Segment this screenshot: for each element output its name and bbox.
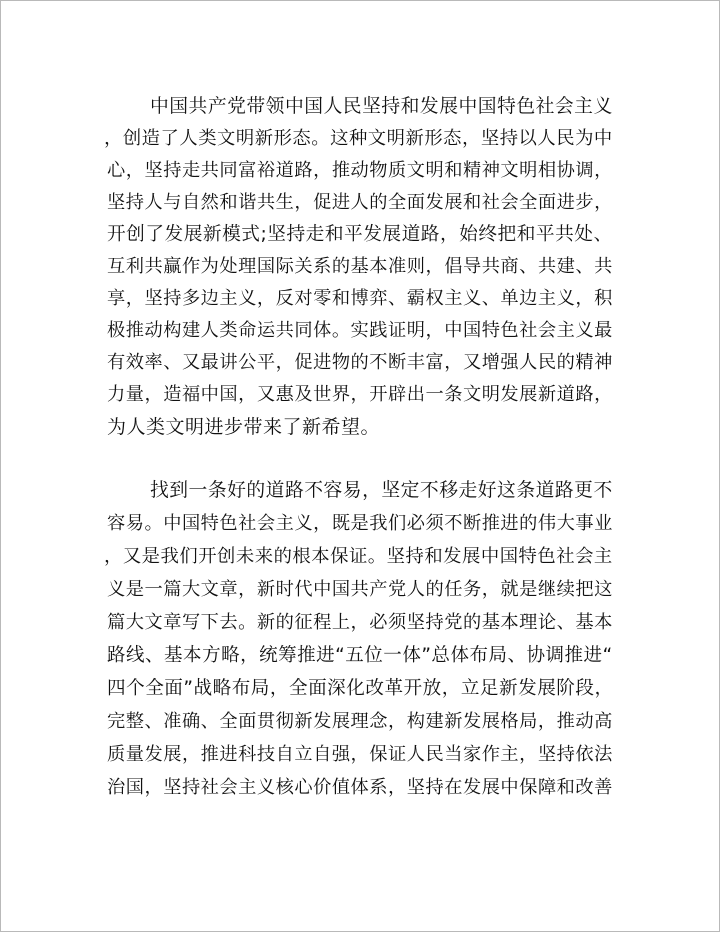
text-line: 容易。中国特色社会主义，既是我们必须不断推进的伟大事业 <box>107 513 613 534</box>
text-line: 完整、准确、全面贯彻新发展理念，构建新发展格局，推动高 <box>107 711 613 732</box>
text-line: 心，坚持走共同富裕道路，推动物质文明和精神文明相协调， <box>107 160 613 181</box>
text-line: 治国，坚持社会主义核心价值体系，坚持在发展中保障和改善 <box>107 777 613 798</box>
text-line: 享，坚持多边主义，反对零和博弈、霸权主义、单边主义，积 <box>107 288 613 309</box>
text-line: 路线、基本方略，统筹推进“五位一体”总体布局、协调推进“ <box>107 645 613 666</box>
text-line: 质量发展，推进科技自立自强，保证人民当家作主，坚持依法 <box>107 744 613 765</box>
text-line: 为人类文明进步带来了新希望。 <box>107 416 381 438</box>
text-line: 有效率、又最讲公平，促进物的不断丰富，又增强人民的精神 <box>107 352 613 373</box>
text-line: ，又是我们开创未来的根本保证。坚持和发展中国特色社会主 <box>104 546 613 567</box>
text-line: 篇大文章写下去。新的征程上，必须坚持党的基本理论、基本 <box>107 612 613 633</box>
text-line: ，创造了人类文明新形态。这种文明新形态，坚持以人民为中 <box>104 128 613 149</box>
text-line: 极推动构建人类命运共同体。实践证明，中国特色社会主义最 <box>107 320 613 341</box>
text-line: 力量，造福中国，又惠及世界，开辟出一条文明发展新道路， <box>107 384 613 405</box>
text-line: 坚持人与自然和谐共生，促进人的全面发展和社会全面进步， <box>107 192 613 213</box>
text-line: 四个全面”战略布局，全面深化改革开放，立足新发展阶段， <box>107 678 614 699</box>
text-line: 互利共赢作为处理国际关系的基本准则，倡导共商、共建、共 <box>107 256 613 277</box>
text-line: 找到一条好的道路不容易，坚定不移走好这条道路更不 <box>150 480 613 501</box>
text-line: 义是一篇大文章，新时代中国共产党人的任务，就是继续把这 <box>107 579 613 600</box>
text-line: 中国共产党带领中国人民坚持和发展中国特色社会主义 <box>150 96 613 117</box>
text-line: 开创了发展新模式;坚持走和平发展道路，始终把和平共处、 <box>107 224 613 245</box>
